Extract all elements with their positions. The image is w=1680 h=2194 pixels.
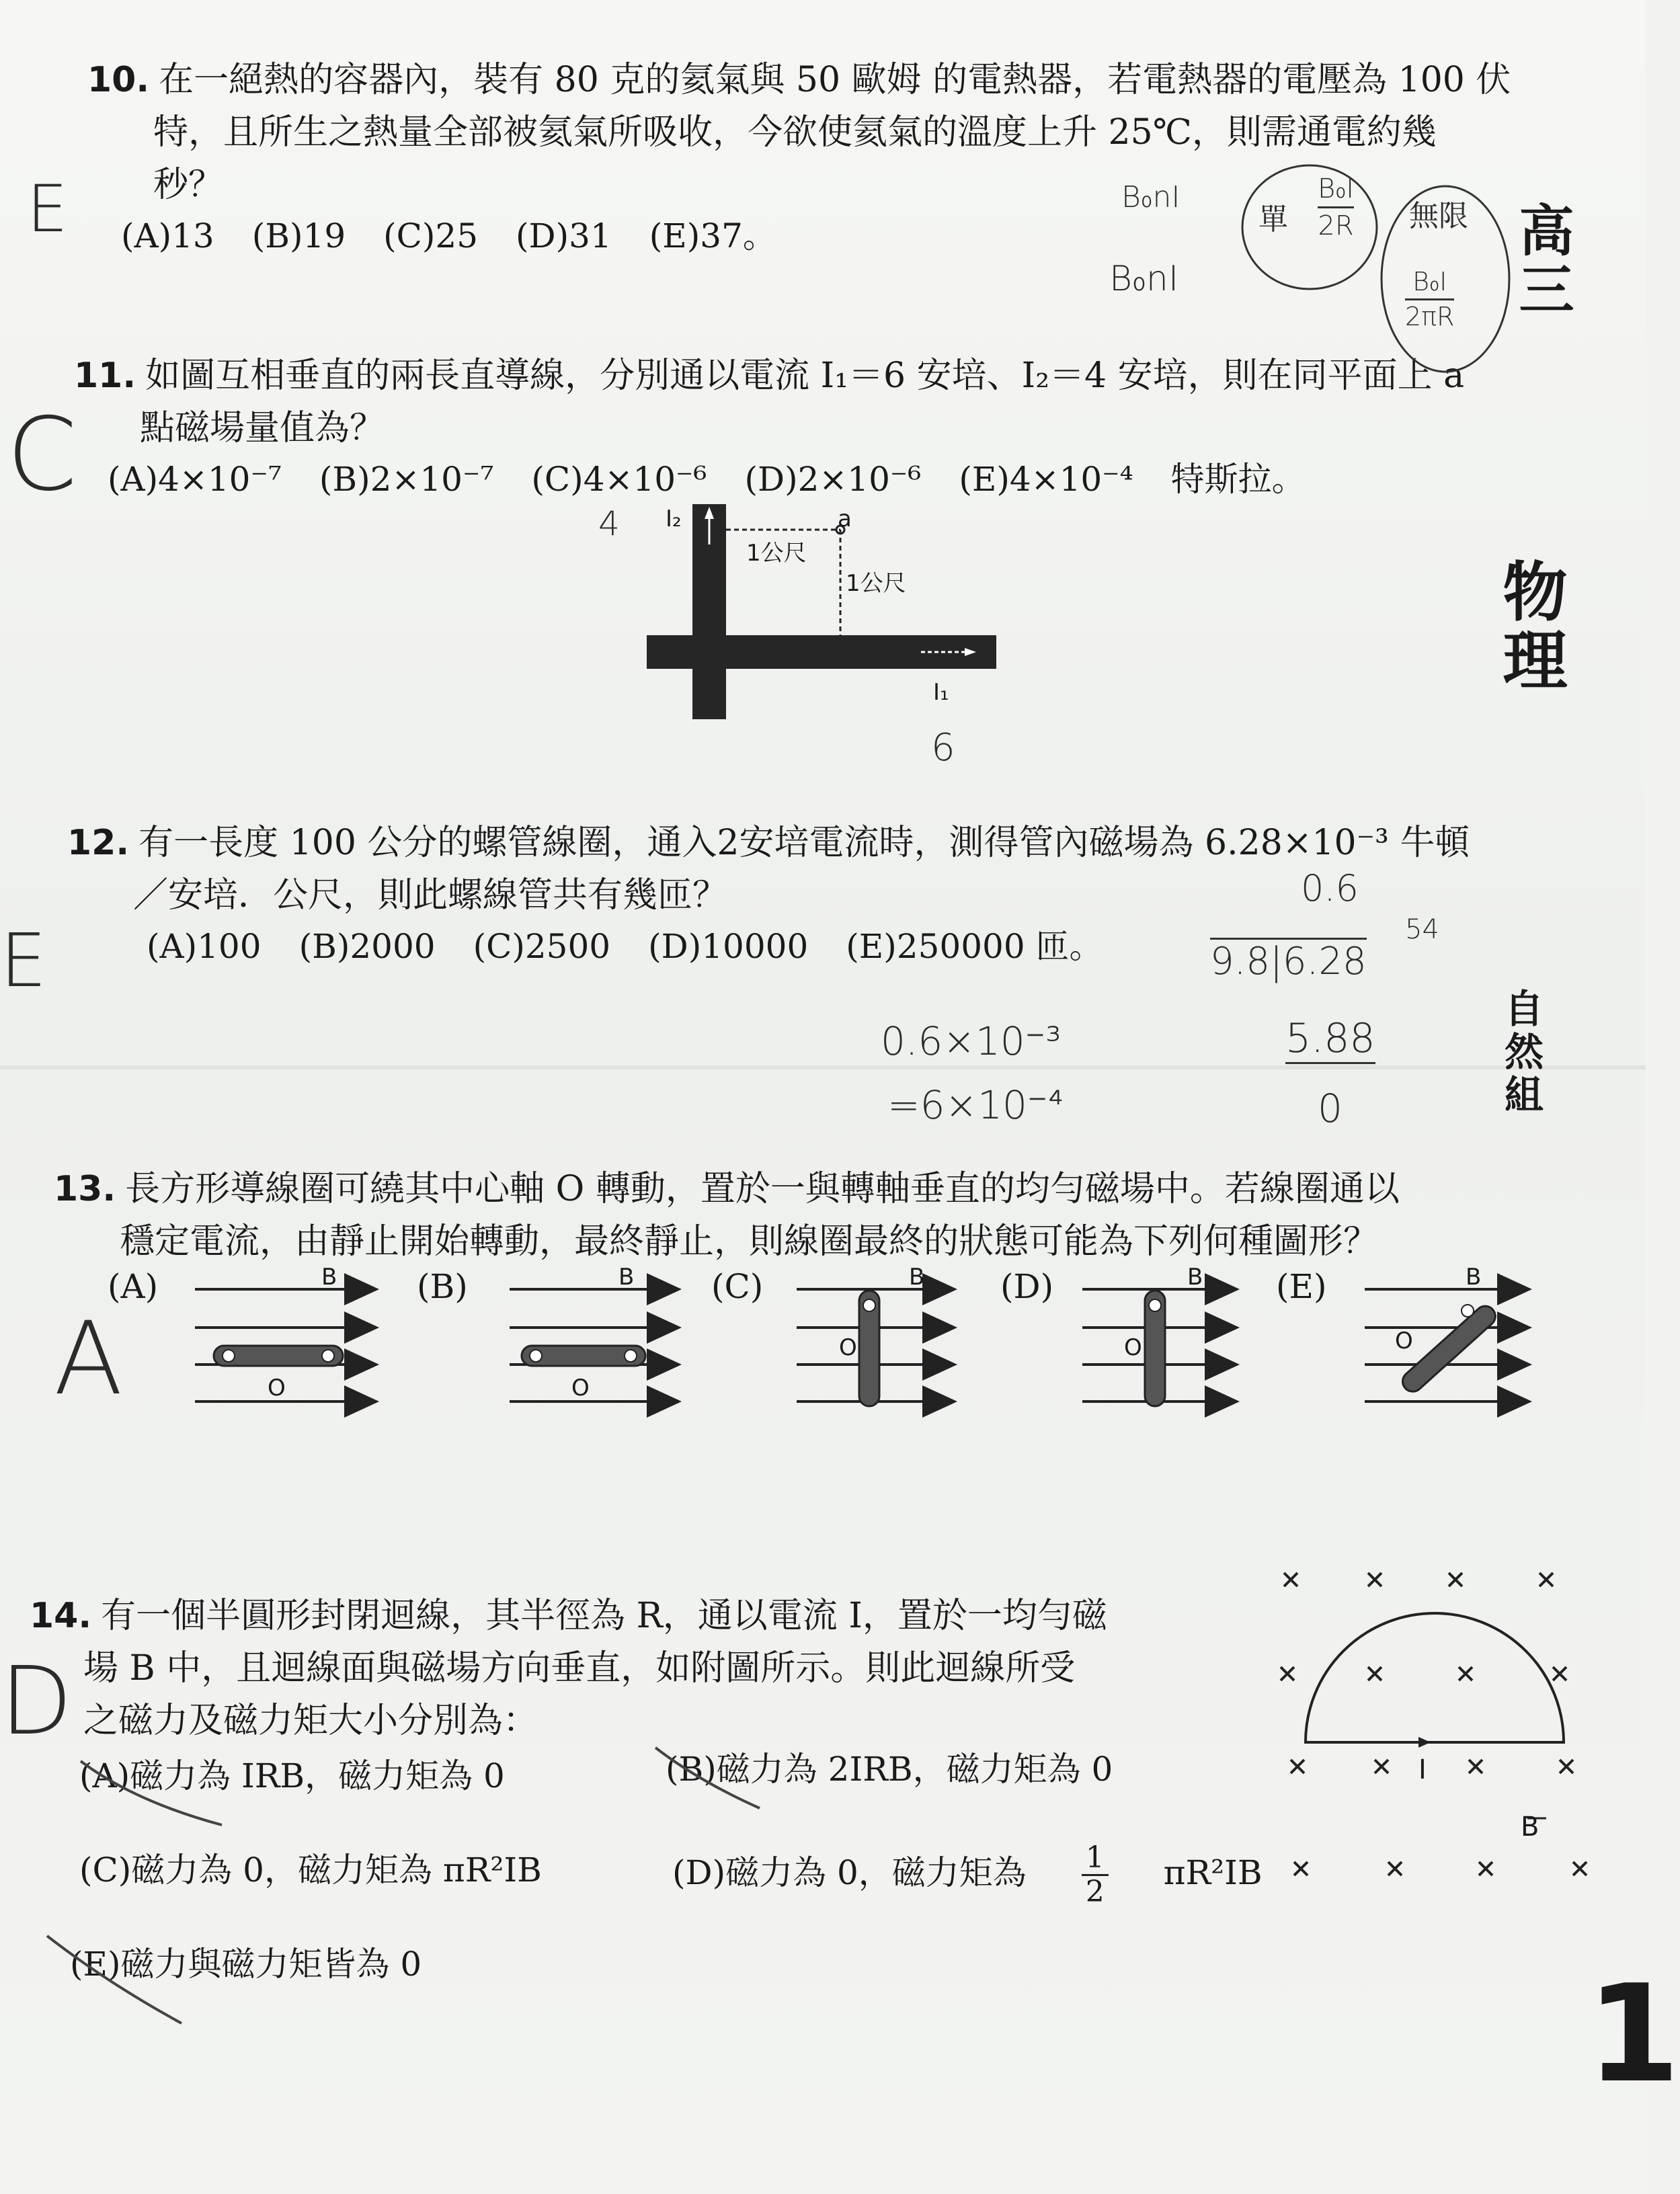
fig-option-e-label[interactable]: (E) — [1276, 1267, 1327, 1306]
point-a-label: a — [838, 505, 852, 532]
handwritten-calc: =6×10⁻⁴ — [887, 1082, 1064, 1128]
question-text: 之磁力及磁力矩大小分別為： — [83, 1701, 538, 1741]
option-c[interactable]: (C)磁力為 0，磁力矩為 πR²IB — [79, 1851, 542, 1890]
option-c[interactable]: (C)25 — [383, 216, 479, 255]
fraction-suffix: πR²IB — [1163, 1853, 1263, 1892]
strike-option-b — [655, 1748, 760, 1808]
question-number: 13. — [54, 1169, 116, 1209]
option-b[interactable]: (B)2×10⁻⁷ — [319, 460, 494, 499]
field-label: B — [321, 1264, 337, 1291]
handwritten-current-i1: 6 — [931, 726, 955, 770]
option-b[interactable]: (B)磁力為 2IRB，磁力矩為 0 — [666, 1750, 1113, 1789]
option-a[interactable]: (A)磁力為 IRB，磁力矩為 0 — [79, 1756, 505, 1795]
i1-label: I₁ — [933, 679, 949, 706]
question-text: 有一長度 100 公分的螺管線圈，通入2安培電流時，測得管內磁場為 6.28×10⁻³ 牛頓 — [138, 823, 1470, 863]
field-label: B — [1466, 1264, 1482, 1291]
field-label: B — [909, 1264, 925, 1291]
question-text: 點磁場量值為？ — [140, 408, 385, 448]
option-d[interactable]: (D)10000 — [648, 927, 809, 966]
question-text: ／安培．公尺，則此螺線管共有幾匝？ — [133, 875, 728, 916]
fig-option-d-label[interactable]: (D) — [1000, 1267, 1054, 1306]
option-b[interactable]: (B)2000 — [298, 927, 436, 966]
hw-numerator: B₀I — [1405, 266, 1454, 300]
option-d[interactable]: (D)2×10⁻⁶ — [744, 460, 922, 499]
handwritten-note: B₀nI — [1109, 259, 1179, 299]
question-number: 11. — [74, 356, 136, 396]
question-text: 秒？ — [153, 165, 224, 205]
handwritten-note: B₀nI — [1121, 180, 1181, 214]
question-text: 如圖互相垂直的兩長直導線，分別通以電流 I₁＝6 安培、I₂＝4 安培，則在同平面上 a — [145, 356, 1465, 396]
i2-label: I₂ — [666, 505, 682, 532]
distance-label-1: 1公尺 — [746, 540, 807, 567]
question-text: 在一絕熱的容器內，裝有 80 克的氦氣與 50 歐姆 的電熱器，若電熱器的電壓為 100 伏 — [159, 60, 1511, 100]
handwritten-current-i2: 4 — [598, 504, 620, 543]
handwritten-division-sub: 5.88 — [1285, 1015, 1375, 1064]
strike-option-e — [47, 1936, 182, 2023]
axis-label: O — [571, 1375, 590, 1401]
hw-numerator: B₀I — [1318, 171, 1354, 208]
option-a[interactable]: (A)4×10⁻⁷ — [108, 460, 282, 499]
fig-option-b-label[interactable]: (B) — [417, 1267, 468, 1306]
handwritten-answer-q11: C — [7, 397, 77, 514]
distance-label-2: 1公尺 — [846, 570, 906, 597]
option-b[interactable]: (B)19 — [251, 216, 346, 255]
fraction-denominator: 2 — [1085, 1875, 1105, 1910]
subject-label: 物理 — [1492, 558, 1568, 695]
unit-text: 特斯拉。 — [1170, 460, 1306, 499]
handwritten-answer-q13: A — [54, 1301, 123, 1418]
handwritten-division-remainder: 0 — [1318, 1086, 1343, 1131]
option-a[interactable]: (A)13 — [121, 216, 214, 255]
fig-option-c-label[interactable]: (C) — [711, 1267, 764, 1306]
handwritten-note: 54 — [1405, 914, 1439, 945]
strike-option-a — [81, 1761, 222, 1825]
option-e[interactable]: (E)37。 — [649, 216, 776, 255]
axis-label: O — [839, 1334, 857, 1361]
question-text: 場 B 中，且迴線面與磁場方向垂直，如附圖所示。則此迴線所受 — [83, 1648, 1076, 1689]
hw-denominator: 2R — [1318, 210, 1354, 241]
page-number: 1 — [1587, 1956, 1680, 2113]
option-c[interactable]: (C)4×10⁻⁶ — [531, 460, 707, 499]
question-text: 特，且所生之熱量全部被氦氣所吸收，今欲使氦氣的溫度上升 25℃，則需通電約幾 — [153, 112, 1437, 153]
axis-label: O — [268, 1375, 286, 1401]
question-text: 有一個半圓形封閉迴線，其半徑為 R，通以電流 I，置於一均勻磁 — [101, 1596, 1107, 1636]
field-label: B — [618, 1264, 635, 1291]
current-label: I — [1418, 1754, 1427, 1785]
fig-option-a-label[interactable]: (A) — [108, 1267, 159, 1306]
group-label: 自然組 — [1498, 988, 1544, 1117]
option-c[interactable]: (C)2500 — [473, 927, 611, 966]
question-number: 12. — [67, 823, 130, 863]
question-text: 長方形導線圈可繞其中心軸 O 轉動，置於一與轉軸垂直的均勻磁場中。若線圈通以 — [125, 1169, 1400, 1209]
option-d-text: (D)磁力為 0，磁力矩為 — [672, 1853, 1027, 1892]
axis-label: O — [1395, 1328, 1413, 1354]
handwritten-answer-q10: E — [27, 171, 68, 247]
handwritten-note: 無限 — [1409, 199, 1468, 233]
handwritten-division: 9.8|6.28 — [1210, 938, 1367, 983]
fraction-numerator: 1 — [1082, 1842, 1109, 1876]
option-e[interactable]: (E)250000 匝。 — [846, 927, 1103, 966]
handwritten-division-quotient: 0.6 — [1301, 867, 1359, 909]
axis-label: O — [1124, 1334, 1142, 1361]
handwritten-calc: 0.6×10⁻³ — [881, 1018, 1062, 1064]
question-number: 10. — [87, 60, 150, 100]
handwritten-answer-q12: E — [0, 918, 47, 1004]
option-d[interactable]: (D)31 — [516, 216, 612, 255]
handwritten-note: 單 — [1258, 202, 1288, 237]
question-number: 14. — [30, 1596, 92, 1636]
handwritten-answer-q14: D — [0, 1647, 73, 1756]
question-text: 穩定電流，由靜止開始轉動，最終靜止，則線圈最終的狀態可能為下列何種圖形？ — [120, 1221, 1379, 1262]
option-a[interactable]: (A)100 — [147, 927, 262, 966]
hw-denominator: 2πR — [1405, 302, 1455, 332]
grade-label: 高三 — [1510, 202, 1574, 320]
option-e[interactable]: (E)磁力與磁力矩皆為 0 — [70, 1945, 422, 1984]
field-label: B — [1187, 1264, 1203, 1291]
option-e[interactable]: (E)4×10⁻⁴ — [959, 460, 1133, 499]
field-vector-label: B — [1521, 1812, 1539, 1842]
